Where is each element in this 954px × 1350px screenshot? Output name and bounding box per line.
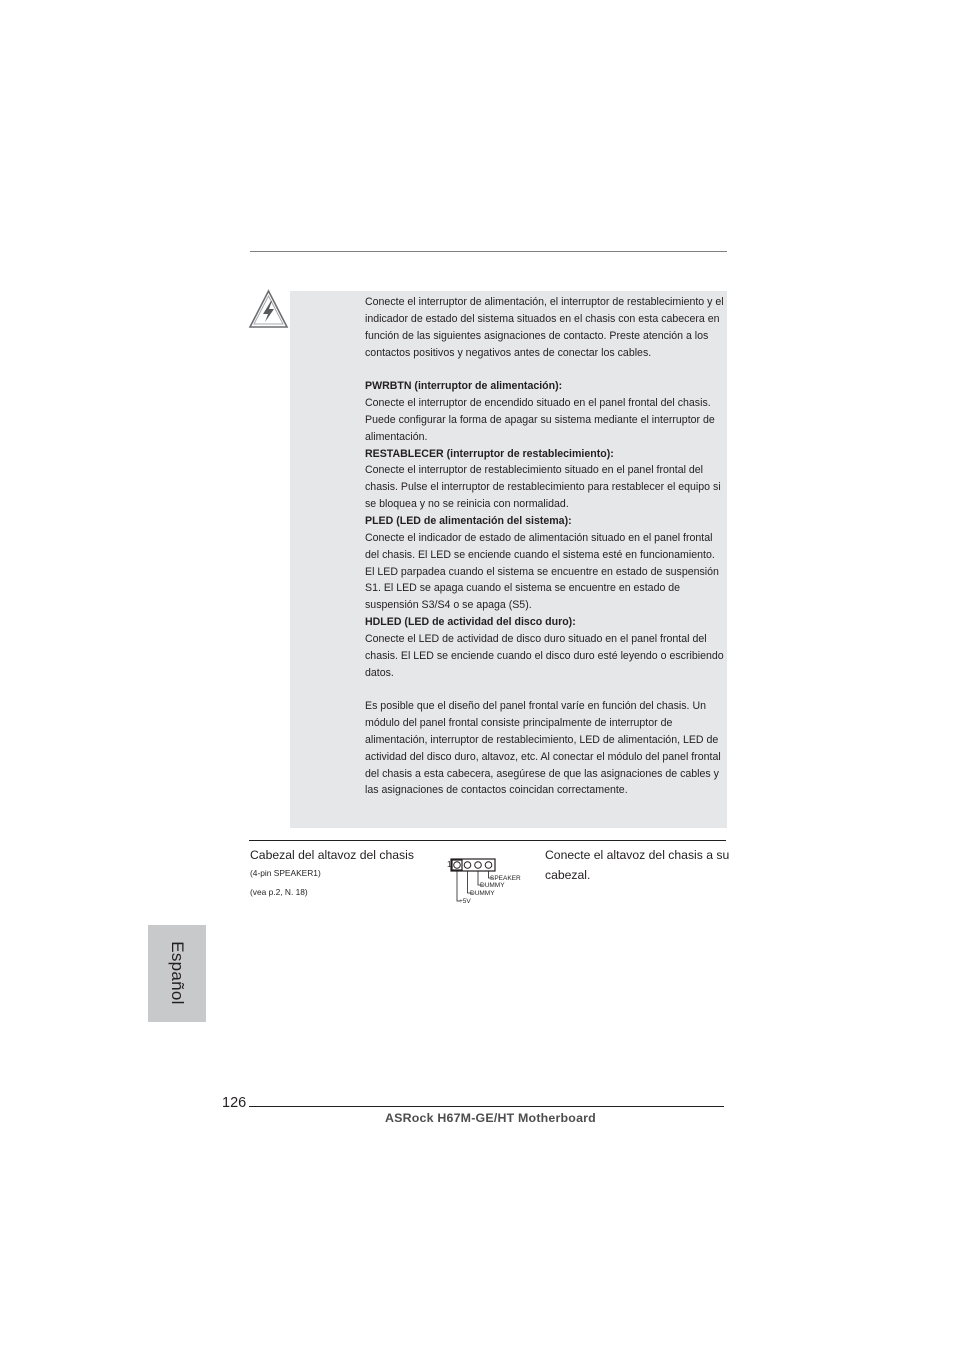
warning-subheading: HDLED (LED de actividad del disco duro):: [365, 616, 576, 629]
pin1-label: 1: [447, 860, 452, 869]
warning-paragraph: Conecte el LED de actividad de disco duro situado en el panel frontal del chasis. El LED se enciende cuando el disco duro esté leyendo o escribiendo datos.: [365, 632, 724, 679]
warning-paragraph: Es posible que el diseño del panel frontal varíe en función del chasis. Un módulo del panel frontal consiste principalmente de interruptor de alimentación, interruptor de restablecimiento, LED de alimentación, LED de actividad del disco duro, altavoz, etc. Al conectar el módulo del panel frontal del chasis a esta cabecera, asegúrese de que las asignaciones de cables y las asignaciones de contactos coincidan correctamente.: [365, 700, 721, 797]
pin-label-speaker: SPEAKER: [490, 875, 521, 882]
section-divider: [249, 840, 726, 841]
pin-label-5v: +5V: [459, 898, 471, 903]
speaker-header-title: Cabezal del altavoz del chasis: [250, 848, 414, 862]
speaker-pin-note: (4-pin SPEAKER1): [250, 868, 321, 878]
warning-note-text: [365, 294, 727, 799]
language-tab-label: Español: [168, 941, 187, 1005]
warning-paragraph: Conecte el interruptor de restablecimiento situado en el panel frontal del chasis. Pulse el interruptor de restablecimiento para restablecer el equipo si se bloquea y no se reinicia con normalidad.: [365, 464, 721, 511]
warning-subheading: PWRBTN (interruptor de alimentación):: [365, 380, 563, 393]
product-name: ASRock H67M-GE/HT Motherboard: [385, 1111, 596, 1125]
speaker-reference-note: (vea p.2, N. 18): [250, 887, 308, 897]
warning-paragraph: Conecte el indicador de estado de alimentación situado en el panel frontal del chasis. El LED se enciende cuando el sistema esté en funcionamiento. El LED parpadea cuando el sistema se encuentre en estado de suspensión S1. El LED se apaga cuando el sistema se encuentre en estado de suspensión S3/S4 o se apaga (S5).: [365, 531, 719, 612]
speaker-description: Conecte el altavoz del chasis a su cabezal.: [545, 848, 730, 882]
pin-label-dummy-1: DUMMY: [480, 882, 505, 889]
top-divider: [250, 251, 727, 252]
warning-subheading: RESTABLECER (interruptor de restablecimiento):: [365, 447, 614, 460]
speaker-header-diagram: [446, 855, 526, 903]
language-side-tab: [148, 925, 206, 1022]
warning-paragraph: Conecte el interruptor de encendido situado en el panel frontal del chasis. Puede configurar la forma de apagar su sistema mediante el interruptor de alimentación.: [365, 397, 715, 443]
warning-paragraph: Conecte el interruptor de alimentación, el interruptor de restablecimiento y el indicador de estado del sistema situados en el chasis con esta cabecera en función de las siguientes asignaciones de contacto. Preste atención a los contactos positivos y negativos antes de conectar los cables.: [365, 296, 724, 359]
warning-subheading: PLED (LED de alimentación del sistema):: [365, 514, 572, 527]
pin-label-dummy-2: DUMMY: [470, 890, 495, 897]
page-number: 126: [222, 1095, 247, 1111]
footer-divider: [249, 1106, 724, 1107]
paragraph-spacer: [365, 681, 727, 698]
lightning-warning-icon: [248, 289, 289, 329]
paragraph-spacer: [365, 361, 727, 378]
